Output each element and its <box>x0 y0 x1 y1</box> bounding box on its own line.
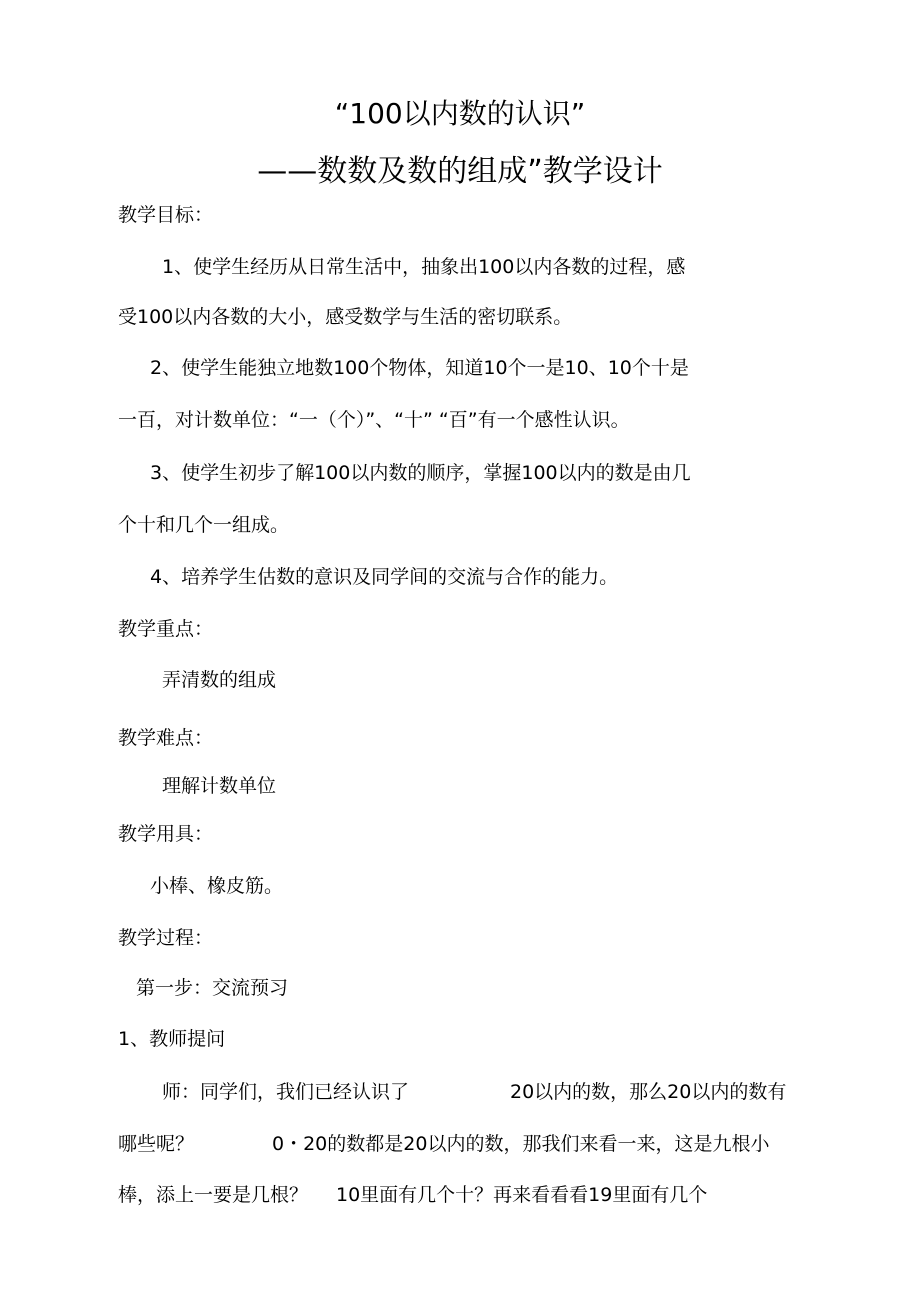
paragraph-line-1-part-b: 20以内的数，那么20以内的数有 <box>510 1081 787 1103</box>
paragraph-line-2-part-a: 哪些呢？ <box>118 1133 195 1155</box>
paragraph-line-3-part-a: 棒，添上一要是几根？ <box>118 1184 309 1206</box>
objective-2-line-2: 一百，对计数单位：“一（个）”、“十” “百”有一个感性认识。 <box>118 409 630 431</box>
objectives-heading: 教学目标： <box>118 204 214 226</box>
tools-text: 小棒、橡皮筋。 <box>150 875 284 897</box>
paragraph-line-2-part-b: 0・20的数都是20以内的数，那我们来看一来，这是九根小 <box>272 1133 770 1155</box>
paragraph-line-1-part-a: 师：同学们，我们已经认识了 <box>162 1081 410 1103</box>
difficulty-text: 理解计数单位 <box>162 775 277 797</box>
document-title-line-2: ——数数及数的组成”教学设计 <box>257 154 663 189</box>
step-1-heading: 第一步：交流预习 <box>136 977 289 999</box>
tools-heading: 教学用具： <box>118 823 214 845</box>
objective-4: 4、培养学生估数的意识及同学间的交流与合作的能力。 <box>150 566 619 588</box>
key-points-heading: 教学重点： <box>118 618 214 640</box>
objective-1-line-2: 受100以内各数的大小，感受数学与生活的密切联系。 <box>118 306 573 328</box>
objective-1-line-1: 1、使学生经历从日常生活中，抽象出100以内各数的过程，感 <box>162 256 686 278</box>
document-title-line-1: “100以内数的认识” <box>334 97 586 130</box>
objective-3-line-2: 个十和几个一组成。 <box>118 514 290 536</box>
key-points-text: 弄清数的组成 <box>162 669 277 691</box>
item-1-heading: 1、教师提问 <box>118 1028 226 1050</box>
paragraph-line-3-part-b: 10里面有几个十？再来看看看19里面有几个 <box>336 1184 708 1206</box>
objective-3-line-1: 3、使学生初步了解100以内数的顺序，掌握100以内的数是由几 <box>150 462 691 484</box>
process-heading: 教学过程： <box>118 927 214 949</box>
objective-2-line-1: 2、使学生能独立地数100个物体，知道10个一是10、10个十是 <box>150 357 689 379</box>
difficulty-heading: 教学难点： <box>118 727 214 749</box>
